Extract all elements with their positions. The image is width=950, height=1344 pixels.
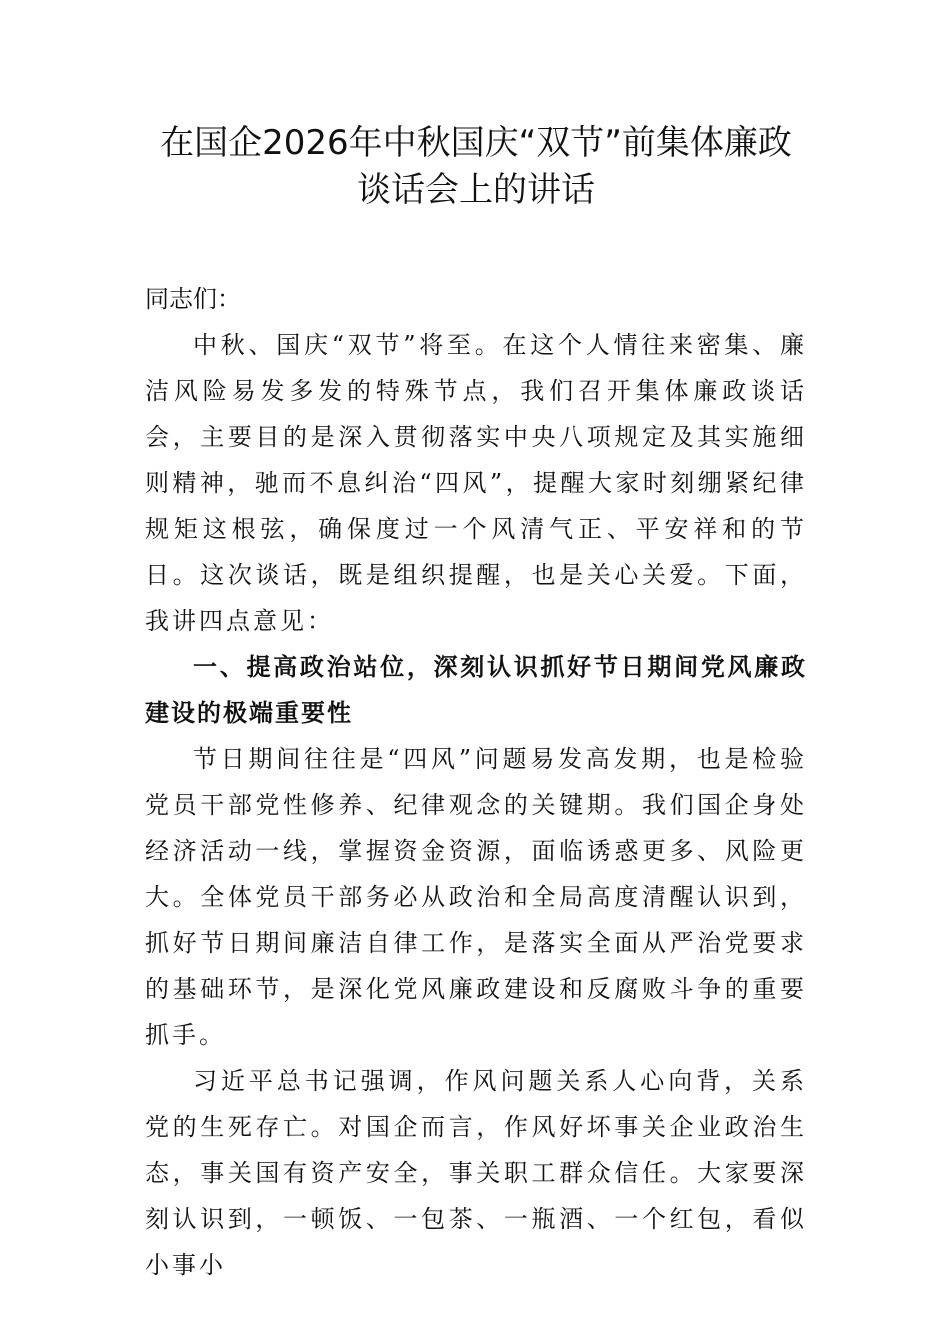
document-title: 在国企2026年中秋国庆“双节”前集体廉政谈话会上的讲话 [160,123,792,210]
paragraph-section1-1: 节日期间往往是“四风”问题易发高发期，也是检验党员干部党性修养、纪律观念的关键期。我们国企身处经济活动一线，掌握资金资源，面临诱惑更多、风险更大。全体党员干部务必从政治和全局高度清醒认识到，抓好节日期间廉洁自律工作，是落实全面从严治党要求的基础环节，是深化党风廉政建设和反腐败斗争的重要抓手。 [145,745,807,1049]
document-page [145,120,807,1288]
paragraph-intro: 中秋、国庆“双节”将至。在这个人情往来密集、廉洁风险易发多发的特殊节点，我们召开集体廉政谈话会，主要目的是深入贯彻落实中央八项规定及其实施细则精神，驰而不息纠治“四风”，提醒大家时刻绷紧纪律规矩这根弦，确保度过一个风清气正、平安祥和的节日。这次谈话，既是组织提醒，也是关心关爱。下面，我讲四点意见： [145,331,807,635]
salutation: 同志们： [145,285,241,313]
paragraph-section1-2: 习近平总书记强调，作风问题关系人心向背，关系党的生死存亡。对国企而言，作风好坏事关企业政治生态，事关国有资产安全，事关职工群众信任。大家要深刻认识到，一顿饭、一包茶、一瓶酒、一个红包，看似小事小 [145,1067,807,1279]
section-heading-1: 一、提高政治站位，深刻认识抓好节日期间党风廉政建设的极端重要性 [145,653,807,727]
